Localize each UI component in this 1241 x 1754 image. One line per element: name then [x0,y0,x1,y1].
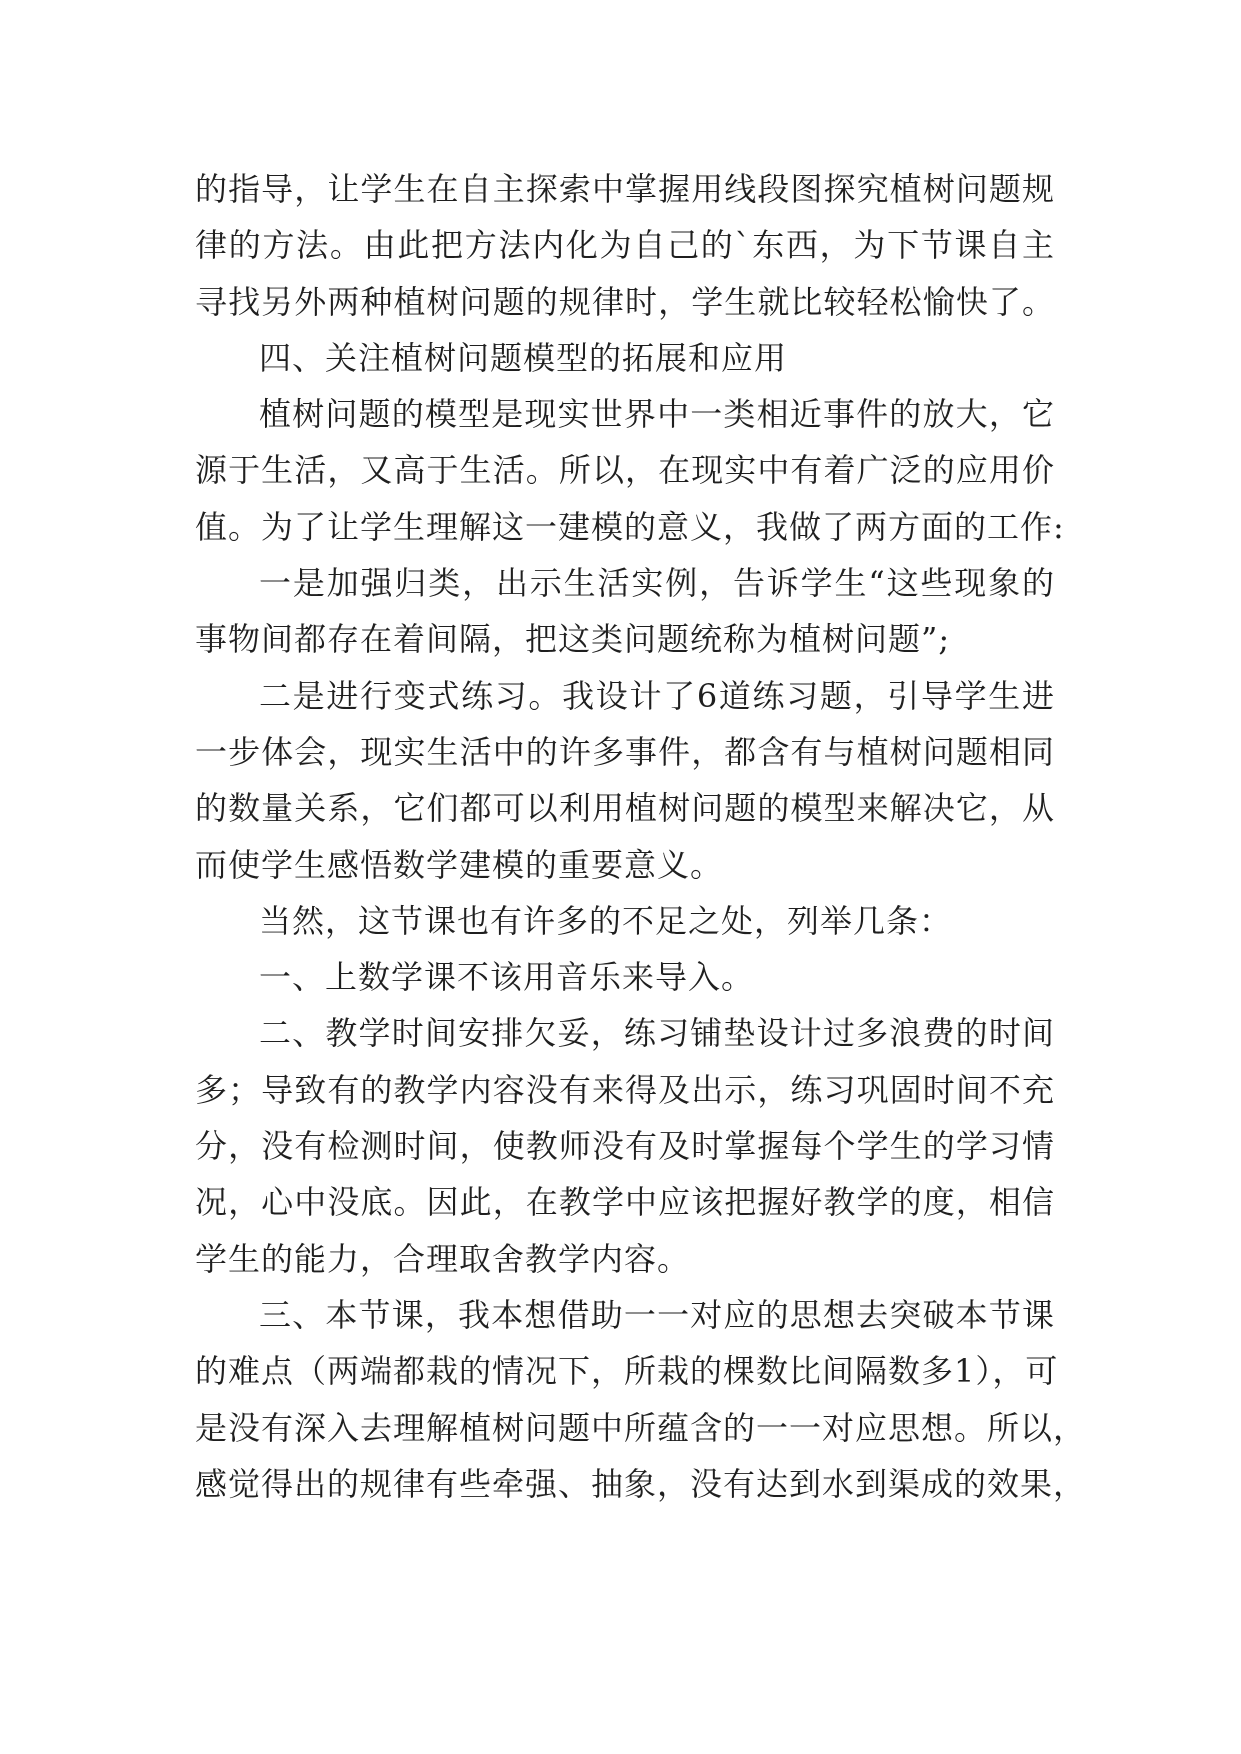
text-line: 学生的能力，合理取舍教学内容。 [195,1239,691,1278]
text-line: 一步体会，现实生活中的许多事件，都含有与植树问题相同 [195,732,1055,771]
text-line: 感觉得出的规律有些牵强、抽象，没有达到水到渠成的效果， [195,1464,1087,1503]
list-item: 三、本节课，我本想借助一一对应的思想去突破本节课 [259,1295,1055,1334]
text-line: 当然，这节课也有许多的不足之处，列举几条： [259,901,953,940]
text-line: 值。为了让学生理解这一建模的意义，我做了两方面的工作: [195,507,1065,546]
text-line: 是没有深入去理解植树问题中所蕴含的一一对应思想。所以， [195,1408,1087,1447]
text-line: 多；导致有的教学内容没有来得及出示，练习巩固时间不充 [195,1070,1055,1109]
body-text [195,161,1087,1512]
text-line: 寻找另外两种植树问题的规律时，学生就比较轻松愉快了。 [195,282,1055,321]
text-line: 一是加强归类，出示生活实例，告诉学生“这些现象的 [259,564,1055,603]
text-line: 分，没有检测时间，使教师没有及时掌握每个学生的学习情 [195,1127,1055,1166]
text-line: 源于生活，又高于生活。所以，在现实中有着广泛的应用价 [195,451,1055,490]
text-line: 的指导，让学生在自主探索中掌握用线段图探究植树问题规 [195,170,1055,208]
text-line: 事物间都存在着间隔，把这类问题统称为植树问题”; [195,620,951,659]
text-line: 律的方法。由此把方法内化为自己的`东西，为下节课自主 [195,226,1055,265]
text-line: 的难点（两端都栽的情况下，所栽的棵数比间隔数多1），可 [195,1352,1059,1391]
list-item: 二、教学时间安排欠妥，练习铺垫设计过多浪费的时间 [259,1014,1055,1053]
text-line: 的数量关系，它们都可以利用植树问题的模型来解决它，从 [195,789,1055,828]
text-line: 二是进行变式练习。我设计了6道练习题，引导学生进 [259,676,1055,715]
text-line: 况，心中没底。因此，在教学中应该把握好教学的度，相信 [195,1183,1055,1222]
text-line: 而使学生感悟数学建模的重要意义。 [195,845,724,884]
text-line: 植树问题的模型是现实世界中一类相近事件的放大，它 [259,395,1055,434]
section-heading: 四、关注植树问题模型的拓展和应用 [259,338,788,377]
list-item: 一、上数学课不该用音乐来导入。 [259,958,755,997]
